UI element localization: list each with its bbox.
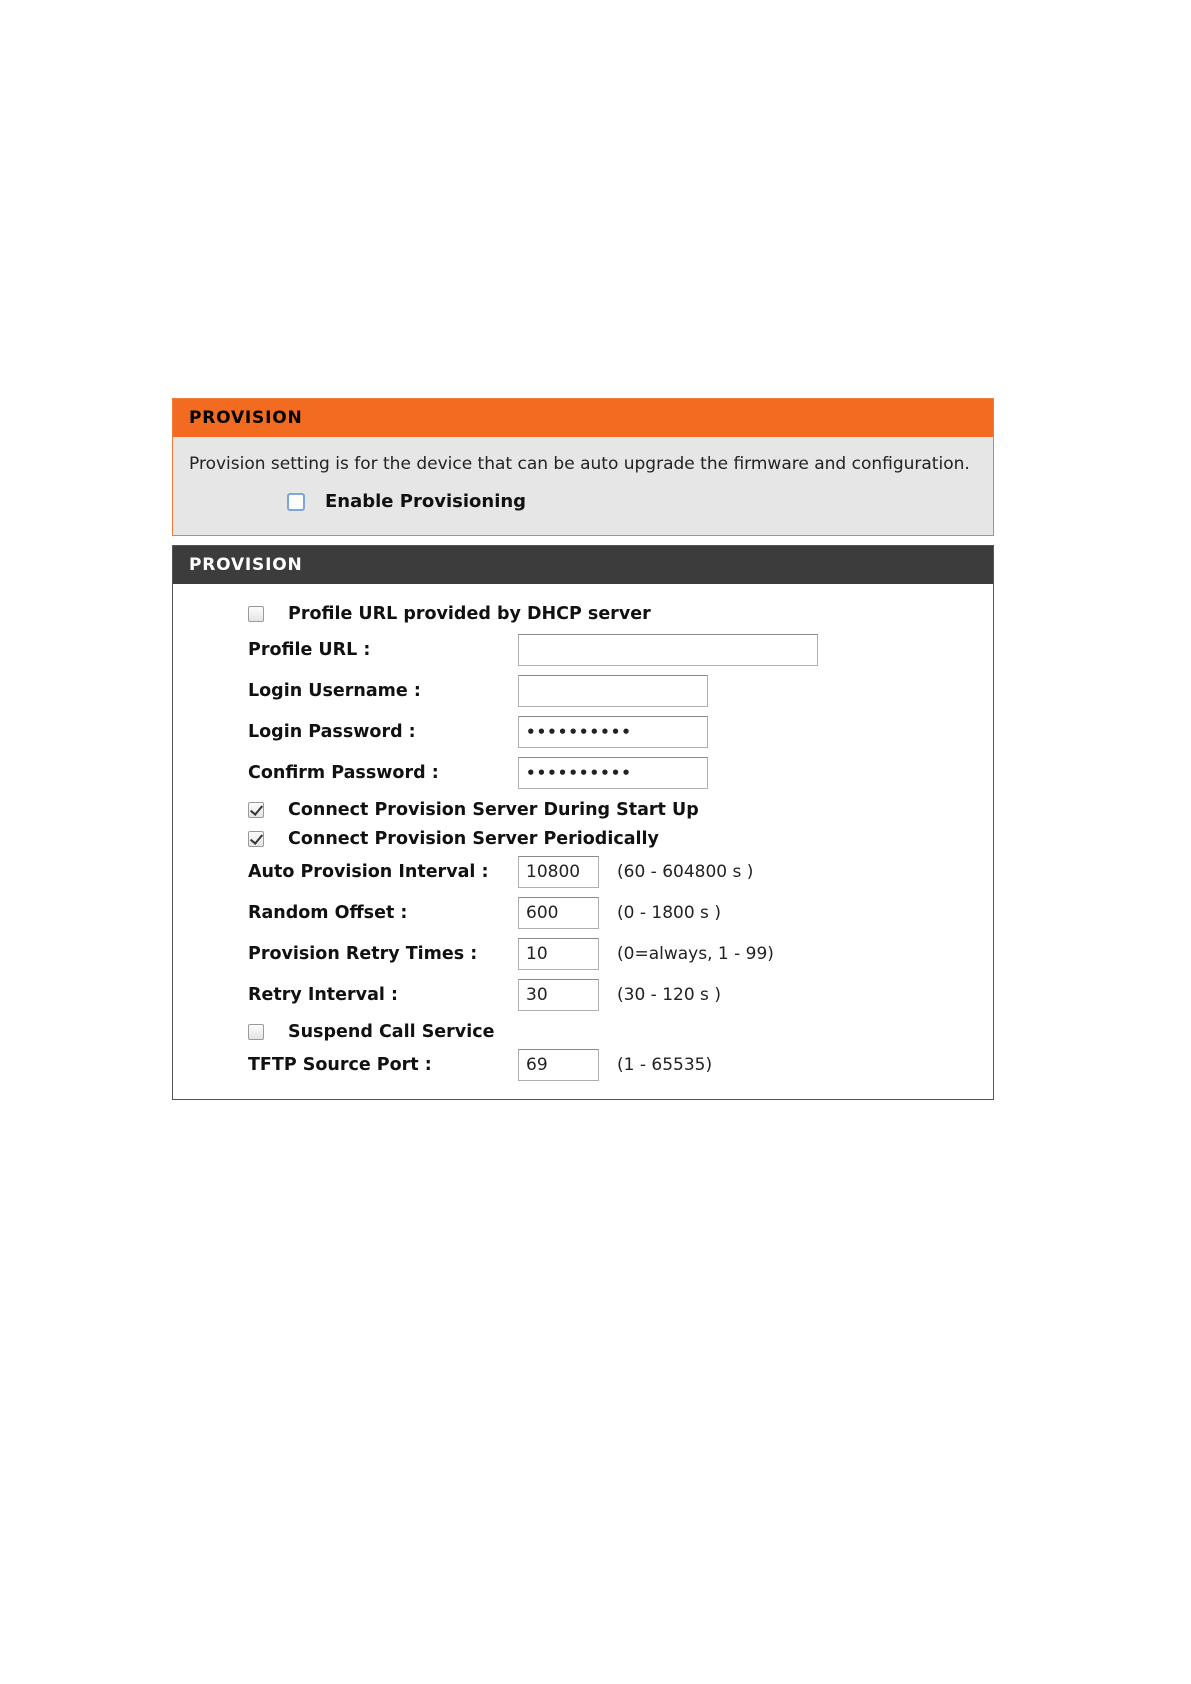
login-username-label: Login Username : — [248, 681, 421, 701]
retry-interval-input[interactable]: 30 — [518, 979, 599, 1011]
auto-interval-hint: (60 - 604800 s ) — [617, 862, 754, 882]
connect-startup-row — [248, 794, 699, 826]
dhcp-profile-checkbox[interactable] — [248, 606, 264, 622]
suspend-call-checkbox[interactable] — [248, 1024, 264, 1040]
connect-startup-checkbox[interactable] — [248, 802, 264, 818]
random-offset-input[interactable]: 600 — [518, 897, 599, 929]
confirm-password-label: Confirm Password : — [248, 763, 439, 783]
retry-times-label: Provision Retry Times : — [248, 944, 478, 964]
connect-periodic-row — [248, 823, 659, 855]
retry-times-input[interactable]: 10 — [518, 938, 599, 970]
retry-times-row — [248, 938, 774, 970]
auto-interval-input[interactable]: 10800 — [518, 856, 599, 888]
auto-interval-label: Auto Provision Interval : — [248, 862, 489, 882]
random-offset-row — [248, 897, 721, 929]
tftp-port-label: TFTP Source Port : — [248, 1055, 432, 1075]
enable-provisioning-checkbox[interactable] — [287, 493, 305, 511]
random-offset-hint: (0 - 1800 s ) — [617, 903, 721, 923]
settings-panel-title: PROVISION — [173, 546, 993, 584]
login-password-label: Login Password : — [248, 722, 416, 742]
panel-description: Provision setting is for the device that can be auto upgrade the firmware and configuration. — [189, 454, 970, 474]
auto-interval-row — [248, 856, 753, 888]
provision-settings-panel — [172, 545, 994, 1100]
tftp-port-input[interactable]: 69 — [518, 1049, 599, 1081]
profile-url-label: Profile URL : — [248, 640, 371, 660]
dhcp-profile-row — [248, 598, 651, 630]
enable-provisioning-label: Enable Provisioning — [325, 491, 527, 512]
suspend-call-label: Suspend Call Service — [288, 1022, 495, 1042]
login-password-input[interactable]: •••••••••• — [518, 716, 708, 748]
panel-title: PROVISION — [173, 399, 993, 437]
tftp-port-hint: (1 - 65535) — [617, 1055, 713, 1075]
enable-provisioning-row — [287, 491, 526, 512]
random-offset-label: Random Offset : — [248, 903, 408, 923]
connect-periodic-checkbox[interactable] — [248, 831, 264, 847]
profile-url-input[interactable] — [518, 634, 818, 666]
dhcp-profile-label: Profile URL provided by DHCP server — [288, 604, 651, 624]
retry-times-hint: (0=always, 1 - 99) — [617, 944, 774, 964]
login-username-input[interactable] — [518, 675, 708, 707]
retry-interval-label: Retry Interval : — [248, 985, 398, 1005]
confirm-password-input[interactable]: •••••••••• — [518, 757, 708, 789]
retry-interval-hint: (30 - 120 s ) — [617, 985, 721, 1005]
tftp-port-row — [248, 1049, 712, 1081]
login-password-row — [248, 716, 708, 748]
login-username-row — [248, 675, 708, 707]
profile-url-row — [248, 634, 818, 666]
connect-periodic-label: Connect Provision Server Periodically — [288, 829, 659, 849]
provision-intro-panel — [172, 398, 994, 536]
suspend-call-row — [248, 1016, 494, 1048]
confirm-password-row — [248, 757, 708, 789]
connect-startup-label: Connect Provision Server During Start Up — [288, 800, 699, 820]
retry-interval-row — [248, 979, 721, 1011]
